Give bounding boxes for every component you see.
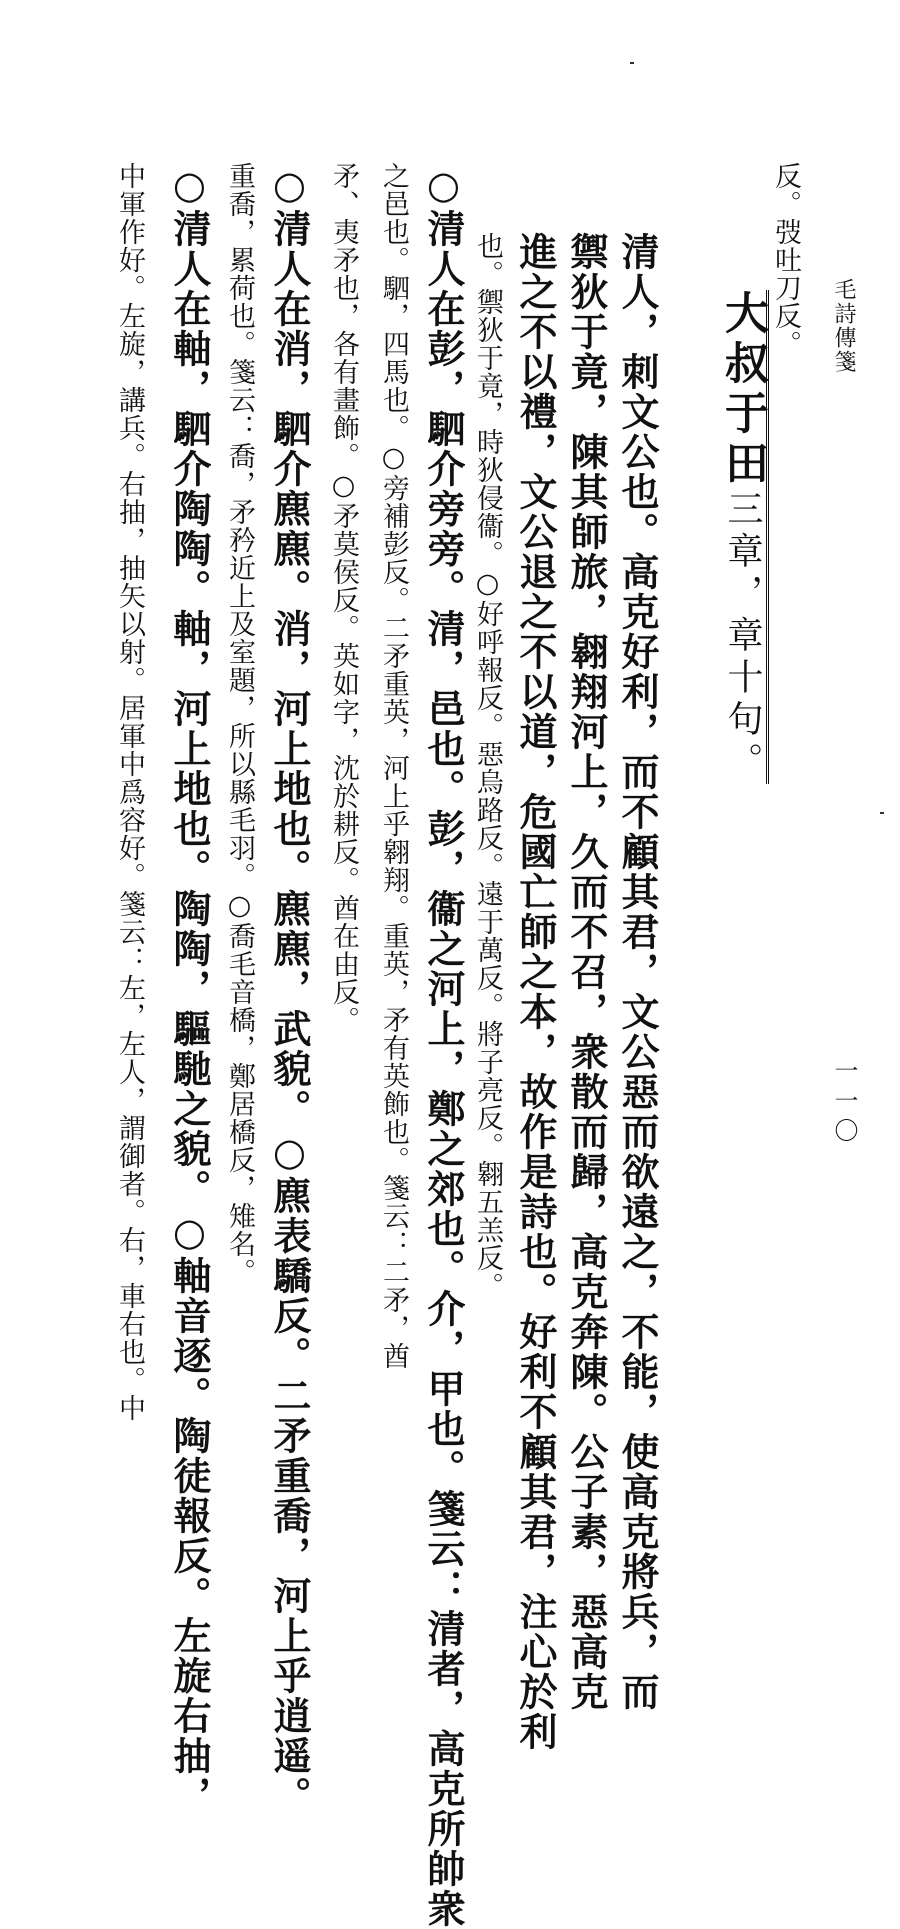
text-column-9: ○清人在消，駟介麃麃。消，河上地也。麃麃，武貌。○麃表驕反。二矛重喬，河上乎逍遥。 — [267, 162, 312, 1816]
text-column-3: 禦狄于竟，陳其師旅，翱翔河上，久而不召，衆散而歸，高克奔陳。公子素，惡高克 — [564, 232, 609, 1712]
text-column-6: ○清人在彭，駟介旁旁。清，邑也。彭，衞之河上，鄭之郊也。介，甲也。箋云：清者，高克所帥衆 — [421, 162, 466, 1929]
scan-speck — [880, 812, 884, 814]
scan-speck — [630, 62, 634, 64]
page-number: 一一〇 — [830, 1058, 858, 1148]
text-column-5: 也。禦狄于竟，時狄侵衞。○好呼報反。惡烏路反。遠于萬反。將子亮反。翱五羔反。 — [472, 232, 503, 1300]
text-column-7: 之邑也。駟，四馬也。○旁補彭反。二矛重英，河上乎翱翔。重英，矛有英飾也。箋云：二矛，酋 — [378, 162, 409, 1370]
poem-title — [717, 290, 769, 784]
stanza-note: 三章，章十句。 — [722, 490, 763, 784]
text-column-11: ○清人在軸，駟介陶陶。軸，河上地也。陶陶，驅馳之貌。○軸音逐。陶徒報反。左旋右抽， — [167, 162, 212, 1816]
running-title: 毛詩傳箋 — [831, 278, 856, 374]
text-column-10: 重喬，累荷也。箋云：喬，矛矜近上及室題，所以縣毛羽。○喬毛音橋，鄭居橋反，雉名。 — [224, 162, 255, 1286]
text-column-12: 中軍作好。左旋，講兵。右抽，抽矢以射。居軍中爲容好。箋云：左，左人，謂御者。右，車右也。中 — [114, 162, 145, 1422]
poem-title-text: 大叔于田 — [717, 290, 768, 490]
text-column-8: 矛、夷矛也，各有畫飾。○矛莫侯反。英如字，沈於耕反。酋在由反。 — [328, 162, 359, 1034]
text-column-4: 進之不以禮，文公退之不以道，危國亡師之本，故作是詩也。好利不顧其君，注心於利 — [513, 232, 558, 1752]
text-column-2: 清人，刺文公也。高克好利，而不顧其君，文公惡而欲遠之，不能，使高克將兵，而 — [615, 232, 660, 1712]
text-column-1: 反。弢吐刀反。 — [770, 162, 801, 358]
